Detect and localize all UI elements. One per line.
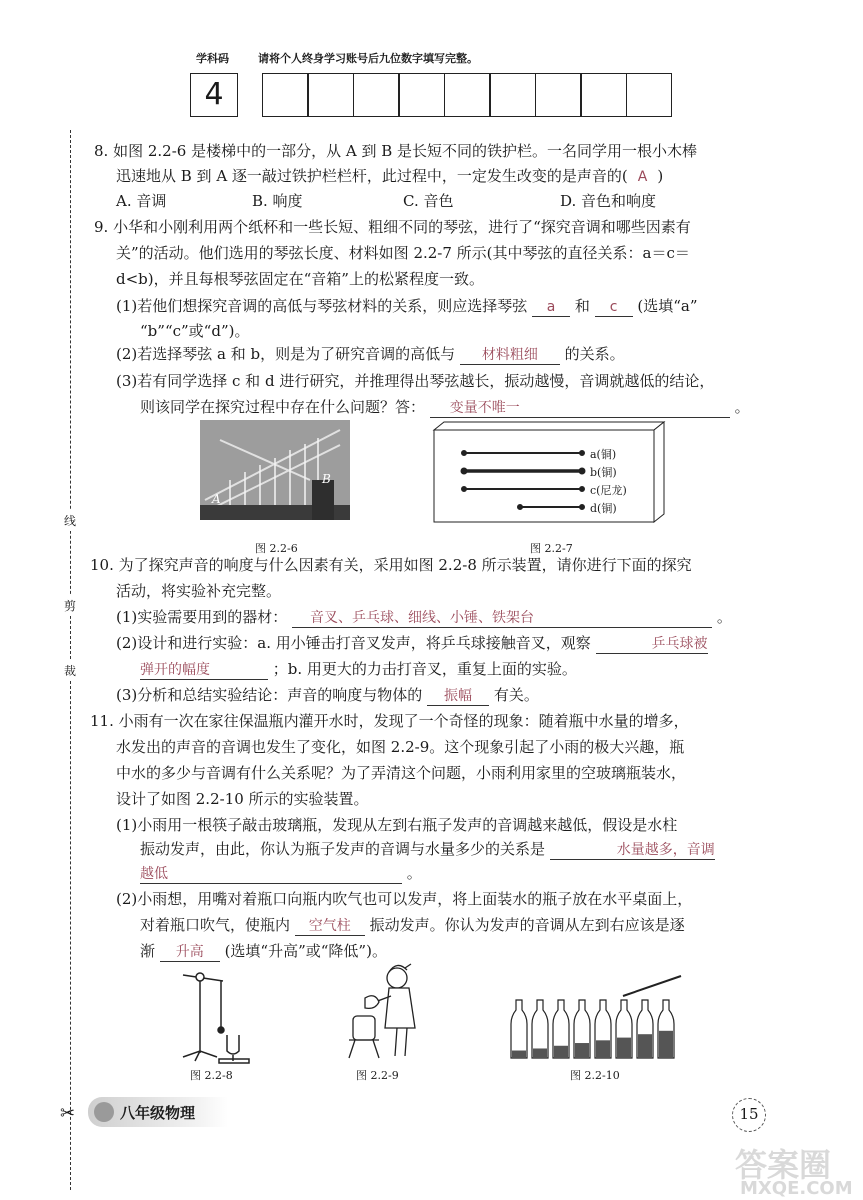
- margin-char-cut: 剪: [64, 595, 76, 616]
- instruction-text: 请将个人终身学习账号后九位数字填写完整。: [258, 52, 478, 65]
- q8-option-c: C. 音色: [403, 192, 454, 210]
- q11-p1-answer1: 水量越多，音调: [550, 842, 715, 860]
- q11-p1-text: 振动发声，由此，你认为瓶子发声的音调与水量多少的关系是: [140, 840, 546, 858]
- q10-part1: [116, 608, 732, 628]
- watermark-url: MXQE.COM: [740, 1178, 853, 1199]
- subject-code-value: 4: [204, 77, 224, 112]
- string-label-c: c(尼龙): [590, 484, 627, 497]
- bottle-water: [533, 1048, 547, 1058]
- bottle-water: [596, 1040, 610, 1058]
- bottle-water: [638, 1034, 652, 1058]
- bottle-water: [575, 1043, 589, 1058]
- q11-p2-prefix: 渐: [140, 942, 156, 960]
- q8-option-a: A. 音调: [116, 192, 167, 210]
- q9-p1-text: (1)若他们想探究音调的高低与琴弦材料的关系，则应选择琴弦: [116, 297, 528, 315]
- q10-p3-text: (3)分析和总结实验结论：声音的响度与物体的: [116, 686, 423, 704]
- q10-p1-tail: 。: [716, 608, 732, 626]
- q8-line1: 8. 如图 2.2-6 是楼梯中的一部分，从 A 到 B 是长短不同的铁护栏。一名同学用一根小木棒: [94, 142, 698, 160]
- q9-p1-and: 和: [574, 297, 590, 315]
- q11-p1-tail: 。: [406, 864, 422, 882]
- account-digit-box[interactable]: [353, 73, 399, 117]
- q10-p2-text: (2)设计和进行实验：a. 用小锤击打音叉发声，将乒乓球接触音叉，观察: [116, 634, 591, 652]
- q9-p1-tail: (选填“a”: [637, 297, 698, 315]
- account-digit-box[interactable]: [626, 73, 672, 117]
- fig228-caption: 图 2.2-8: [190, 1069, 233, 1082]
- fig226-caption: 图 2.2-6: [255, 542, 298, 555]
- q11-line3: 中水的多少与音调有什么关系呢？为了弄清这个问题，小雨利用家里的空玻璃瓶装水，: [116, 764, 687, 782]
- account-digit-box[interactable]: [262, 73, 308, 117]
- q9-p2-tail: 的关系。: [564, 345, 625, 363]
- stair-railing-photo: [200, 420, 350, 520]
- q9-p1-answer1: a: [532, 299, 570, 317]
- q8-line2-wrap: [116, 167, 663, 186]
- q10-part3: [116, 686, 539, 706]
- q8-close: ): [657, 167, 664, 185]
- q11-line4: 设计了如图 2.2-10 所示的实验装置。: [116, 790, 369, 808]
- q10-p2-answer1: 乒乓球被: [596, 636, 708, 654]
- fig229-caption: 图 2.2-9: [356, 1069, 399, 1082]
- q10-p3-answer: 振幅: [427, 688, 489, 706]
- fig227-caption: 图 2.2-7: [530, 542, 573, 555]
- string-label-b: b(铜): [590, 466, 617, 479]
- q11-p2-text: 对着瓶口吹气，使瓶内: [140, 916, 291, 934]
- subject-code-label: 学科码: [196, 52, 229, 65]
- q11-part1-line1: (1)小雨用一根筷子敲击玻璃瓶，发现从左到右瓶子发声的音调越来越低，假设是水柱: [116, 816, 678, 834]
- q11-p2-answer: 空气柱: [295, 918, 365, 936]
- fig226-label-b: B: [322, 472, 331, 486]
- q11-p1-answer2: 越低: [140, 866, 402, 884]
- glass-bottle: [511, 1000, 527, 1058]
- string-label-d: d(铜): [590, 502, 617, 515]
- q9-p3-tail: 。: [734, 398, 750, 416]
- page-number-badge: [732, 1098, 766, 1132]
- watermark-logo: 答案圈: [735, 1146, 832, 1184]
- account-digit-box[interactable]: [399, 73, 445, 117]
- q11-p2-tail: 振动发声。你认为发声的音调从左到右应该是逐: [369, 916, 685, 934]
- account-digit-box[interactable]: [535, 73, 581, 117]
- fig2210-caption: 图 2.2-10: [570, 1069, 620, 1082]
- q11-part2-line2: [140, 916, 685, 936]
- q9-p2-text: (2)若选择琴弦 a 和 b，则是为了研究音调的高低与: [116, 345, 456, 363]
- q9-line3: d<b)，并且每根琴弦固定在“音箱”上的松紧程度一致。: [116, 270, 484, 288]
- margin-char-line: 线: [64, 510, 76, 531]
- fig226-label-a: A: [212, 492, 221, 506]
- q10-line1: 10. 为了探究声音的响度与什么因素有关，采用如图 2.2-8 所示装置，请你进行下面的探究: [90, 556, 692, 574]
- margin-char-trim: 裁: [64, 660, 76, 681]
- account-digit-box[interactable]: [490, 73, 536, 117]
- tuning-fork-apparatus: [175, 965, 255, 1065]
- q9-part2: [116, 345, 625, 365]
- q9-part3-line2: [140, 398, 750, 418]
- bottle-water: [554, 1046, 568, 1058]
- q11-p2-options: (选填“升高”或“降低”)。: [224, 942, 387, 960]
- q11-p2-answer2: 升高: [160, 944, 220, 962]
- string-box-diagram: [432, 420, 672, 525]
- q8-option-d: D. 音色和响度: [560, 192, 657, 210]
- account-digit-box[interactable]: [581, 73, 627, 117]
- q10-p2-answer2: 弹开的幅度: [140, 662, 268, 680]
- q9-p3-answer: 变量不唯一: [430, 400, 730, 418]
- bottle-water: [659, 1031, 673, 1058]
- q11-part1-line3: [140, 864, 422, 884]
- q8-answer: A: [637, 169, 648, 185]
- q9-p1-options: “b”“c”或“d”)。: [140, 322, 250, 340]
- q9-part1: [116, 297, 698, 317]
- subject-code-box[interactable]: [190, 73, 238, 117]
- scissors-icon: ✂: [60, 1103, 76, 1124]
- q11-line1: 11. 小雨有一次在家往保温瓶内灌开水时，发现了一个奇怪的现象：随着瓶中水量的增多，: [90, 712, 689, 730]
- q10-p1-text: (1)实验需要用到的器材：: [116, 608, 288, 626]
- q9-p1-answer2: c: [595, 299, 633, 317]
- q9-part3-line1: (3)若有同学选择 c 和 d 进行研究，并推理得出琴弦越长，振动越慢，音调就越低的结论，: [116, 372, 715, 390]
- q11-part2-line1: (2)小雨想，用嘴对着瓶口向瓶内吹气也可以发声，将上面装水的瓶子放在水平桌面上，: [116, 890, 693, 908]
- q11-line2: 水发出的声音的音调也发生了变化，如图 2.2-9。这个现象引起了小雨的极大兴趣，瓶: [116, 738, 685, 756]
- q9-p3-text: 则该同学在探究过程中存在什么问题？答：: [140, 398, 426, 416]
- q9-p2-answer: 材料粗细: [460, 347, 560, 365]
- account-digit-box[interactable]: [308, 73, 354, 117]
- book-title: 八年级物理: [120, 1104, 196, 1122]
- q10-part2-line1: [116, 634, 708, 654]
- girl-pouring-water-illustration: [335, 958, 435, 1063]
- water-bottles-row: [505, 970, 685, 1065]
- page-number: 15: [739, 1105, 759, 1123]
- q10-part2-line2: [140, 660, 577, 680]
- q9-line2: 关”的活动。他们选用的琴弦长度、材料如图 2.2-7 所示(其中琴弦的直径关系：a＝c＝: [116, 244, 690, 262]
- q10-p2-tail: ；b. 用更大的力击打音叉，重复上面的实验。: [272, 660, 577, 678]
- bottle-water: [512, 1051, 526, 1058]
- q10-line2: 活动，将实验补充完整。: [116, 582, 282, 600]
- q11-part1-line2: [140, 840, 715, 860]
- string-label-a: a(铜): [590, 448, 617, 461]
- book-icon: [94, 1102, 114, 1122]
- bottle-water: [617, 1038, 631, 1058]
- q10-p1-answer: 音叉、乒乓球、细线、小锤、铁架台: [292, 610, 712, 628]
- account-digit-box[interactable]: [444, 73, 490, 117]
- q10-p3-tail: 有关。: [493, 686, 539, 704]
- q8-option-b: B. 响度: [252, 192, 303, 210]
- q9-line1: 9. 小华和小刚利用两个纸杯和一些长短、粗细不同的琴弦，进行了“探究音调和哪些因素有: [94, 218, 691, 236]
- q8-line2: 迅速地从 B 到 A 逐一敲过铁护栏栏杆，此过程中，一定发生改变的是声音的(: [116, 167, 628, 185]
